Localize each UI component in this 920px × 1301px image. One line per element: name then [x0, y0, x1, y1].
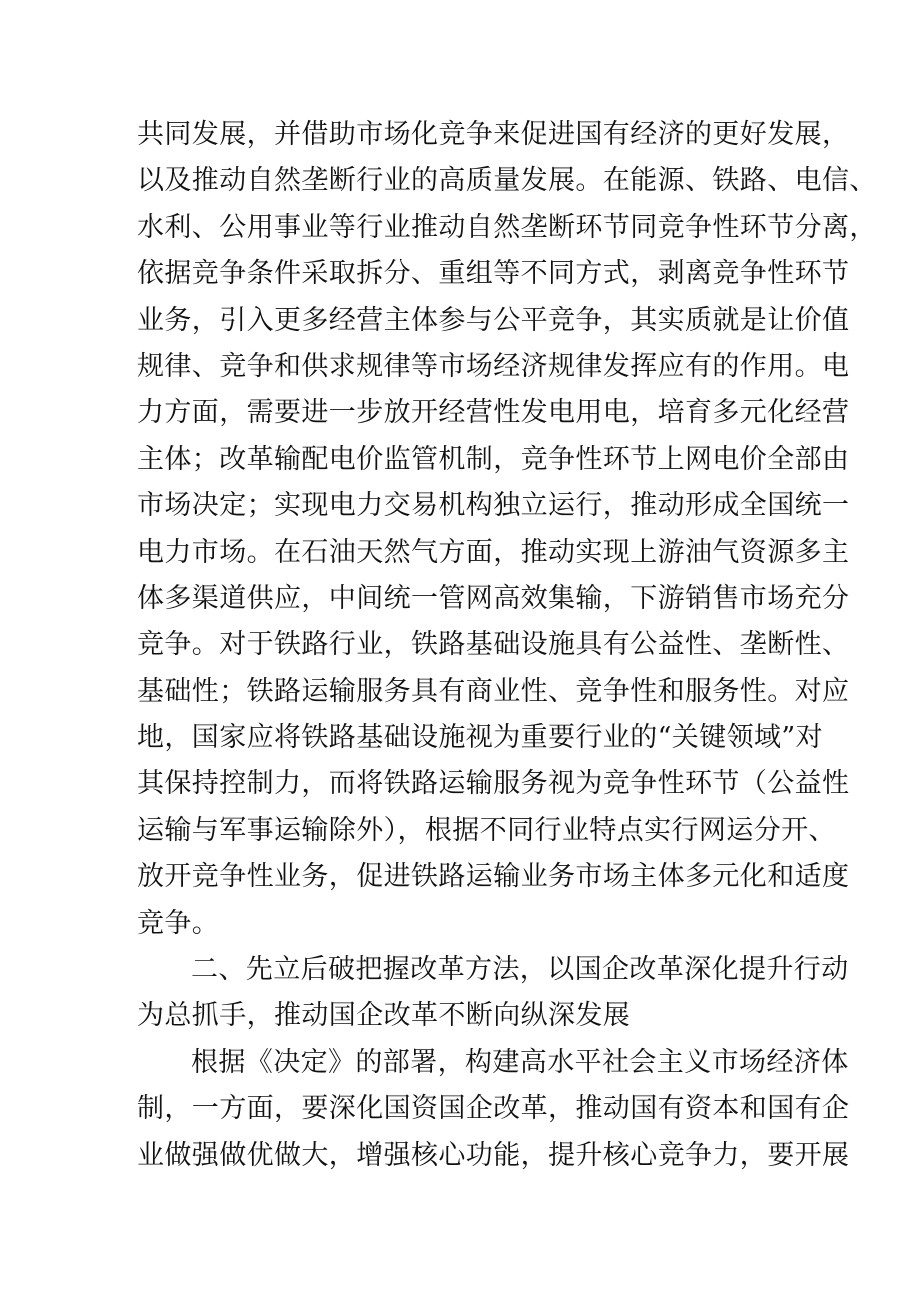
text-line: 竞争。 — [137, 907, 220, 939]
text-line: 业务，引入更多经营主体参与公平竞争，其实质就是让价值 — [137, 304, 850, 336]
text-line: 电力市场。在石油天然气方面，推动实现上游油气资源多主 — [137, 536, 850, 568]
body-text — [137, 112, 877, 1179]
text-line: 水利、公用事业等行业推动自然垄断环节同竞争性环节分离， — [137, 211, 877, 243]
text-line: 规律、竞争和供求规律等市场经济规律发挥应有的作用。电 — [137, 350, 850, 382]
text-line: 根据《决定》的部署，构建高水平社会主义市场经济体 — [191, 1046, 849, 1078]
text-line: 其保持控制力，而将铁路运输服务视为竞争性环节（公益性 — [137, 768, 850, 800]
text-line: 主体；改革输配电价监管机制，竞争性环节上网电价全部由 — [137, 443, 850, 475]
text-line: 业做强做优做大，增强核心功能，提升核心竞争力，要开展 — [137, 1139, 850, 1171]
text-line: 共同发展，并借助市场化竞争来促进国有经济的更好发展， — [137, 119, 850, 150]
text-line: 市场决定；实现电力交易机构独立运行，推动形成全国统一 — [137, 490, 850, 522]
text-line: 基础性；铁路运输服务具有商业性、竞争性和服务性。对应 — [137, 675, 850, 707]
section-heading-line: 为总抓手，推动国企改革不断向纵深发展 — [137, 1000, 631, 1032]
text-line: 放开竞争性业务，促进铁路运输业务市场主体多元化和适度 — [137, 861, 850, 893]
text-line: 依据竞争条件采取拆分、重组等不同方式，剥离竞争性环节 — [137, 258, 850, 290]
text-line: 体多渠道供应，中间统一管网高效集输，下游销售市场充分 — [137, 582, 850, 614]
text-line: 竞争。对于铁路行业，铁路基础设施具有公益性、垄断性、 — [137, 629, 850, 661]
section-heading-line: 二、先立后破把握改革方法，以国企改革深化提升行动 — [191, 954, 849, 986]
text-line: 力方面，需要进一步放开经营性发电用电，培育多元化经营 — [137, 397, 850, 429]
text-line: 以及推动自然垄断行业的高质量发展。在能源、铁路、电信、 — [137, 165, 877, 197]
text-line: 运输与军事运输除外），根据不同行业特点实行网运分开、 — [137, 814, 836, 846]
text-line: 制，一方面，要深化国资国企改革，推动国有资本和国有企 — [137, 1093, 850, 1125]
text-line: 地，国家应将铁路基础设施视为重要行业的“关键领域”对 — [137, 722, 824, 754]
